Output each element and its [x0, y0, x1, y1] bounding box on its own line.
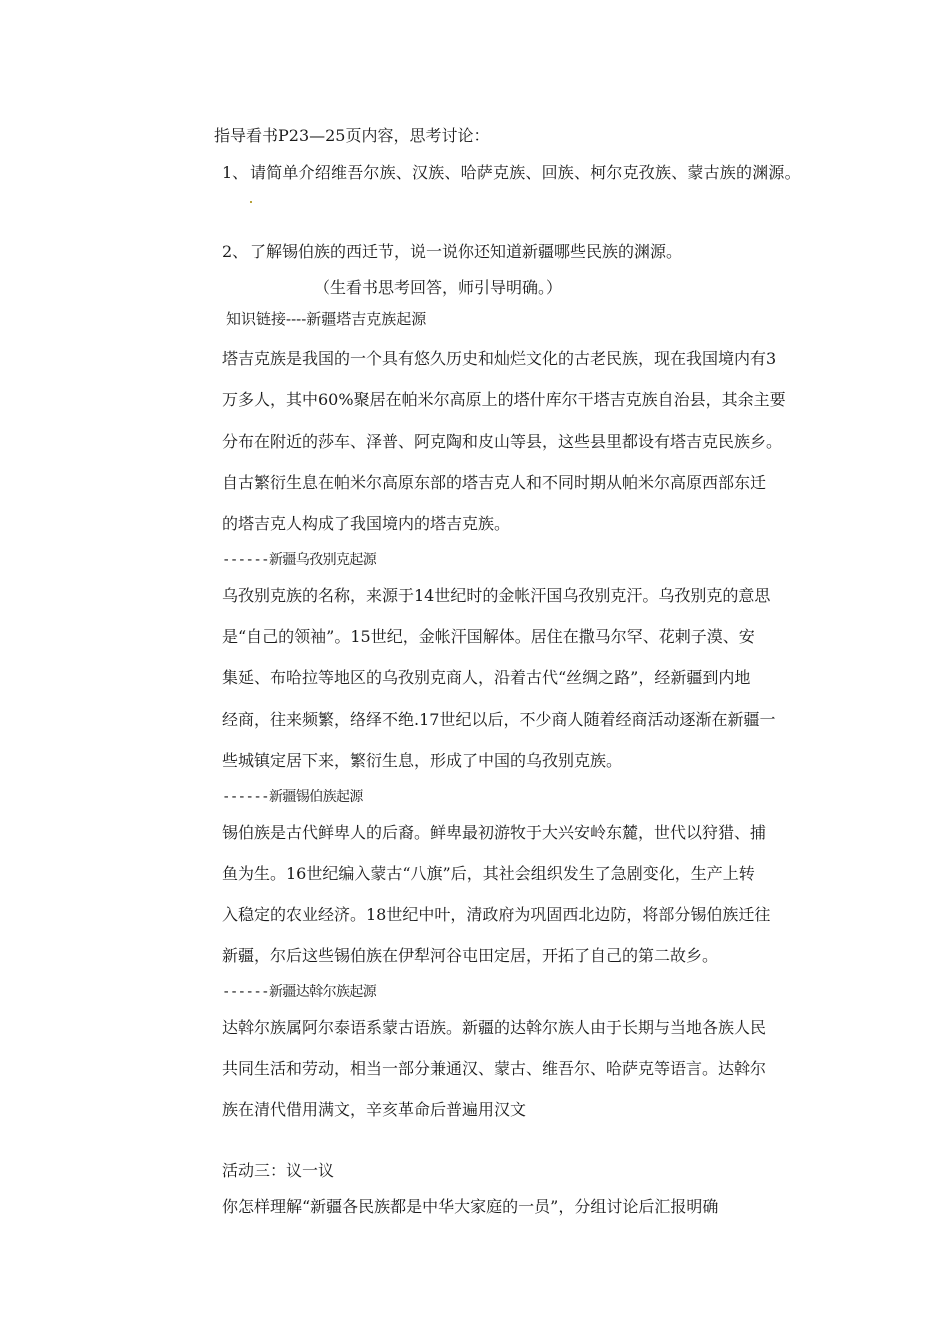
question-1-text: 请简单介绍维吾尔族、汉族、哈萨克族、回族、柯尔克孜族、蒙古族的渊源。 — [250, 163, 801, 182]
daur-line: 族在清代借用满文，辛亥革命后普遍用汉文 — [222, 1100, 527, 1119]
uzbek-line: 乌孜别克族的名称，来源于14世纪时的金帐汗国乌孜别克汗。乌孜别克的意思 — [222, 586, 771, 605]
tajik-line: 自古繁衍生息在帕米尔高原东部的塔吉克人和不同时期从帕米尔高原西部东迁 — [222, 473, 767, 492]
uzbek-line: 是“自己的领袖”。15世纪，金帐汗国解体。居住在撒马尔罕、花剌子漠、安 — [222, 627, 755, 646]
xibe-line: 锡伯族是古代鲜卑人的后裔。鲜卑最初游牧于大兴安岭东麓，世代以狩猎、捕 — [222, 823, 767, 842]
xibe-line: 新疆，尔后这些锡伯族在伊犁河谷屯田定居，开拓了自己的第二故乡。 — [222, 946, 719, 965]
intro-line: 指导看书P23—25页内容，思考讨论： — [214, 126, 490, 145]
uzbek-line: 经商，往来频繁，络绎不绝.17世纪以后，不少商人随着经商活动逐渐在新疆一 — [222, 710, 776, 729]
question-2-number: 2、 — [222, 242, 249, 261]
uzbek-heading: ------新疆乌孜别克起源 — [222, 552, 377, 568]
tajik-line: 分布在附近的莎车、泽普、阿克陶和皮山等县，这些县里都设有塔吉克民族乡。 — [222, 432, 783, 451]
activity-title: 活动三：议一议 — [222, 1161, 335, 1180]
question-2-text: 了解锡伯族的西迁节，说一说你还知道新疆哪些民族的渊源。 — [250, 242, 683, 261]
uzbek-line: 些城镇定居下来，繁衍生息，形成了中国的乌孜别克族。 — [222, 751, 623, 770]
daur-line: 达斡尔族属阿尔泰语系蒙古语族。新疆的达斡尔族人由于长期与当地各族人民 — [222, 1018, 767, 1037]
tajik-line: 塔吉克族是我国的一个具有悠久历史和灿烂文化的古老民族，现在我国境内有3 — [222, 349, 777, 368]
speck-mark — [250, 201, 252, 203]
tajik-line: 的塔吉克人构成了我国境内的塔吉克族。 — [222, 514, 511, 533]
tajik-heading: 知识链接----新疆塔吉克族起源 — [226, 310, 427, 328]
daur-heading: ------新疆达斡尔族起源 — [222, 984, 377, 1000]
teacher-note: （生看书思考回答，师引导明确。） — [314, 278, 563, 297]
xibe-line: 入稳定的农业经济。18世纪中叶，清政府为巩固西北边防，将部分锡伯族迁往 — [222, 905, 771, 924]
question-1-number: 1、 — [222, 163, 249, 182]
xibe-line: 鱼为生。16世纪编入蒙古“八旗”后，其社会组织发生了急剧变化，生产上转 — [222, 864, 755, 883]
tajik-line: 万多人，其中60%聚居在帕米尔高原上的塔什库尔干塔吉克族自治县，其余主要 — [222, 390, 786, 409]
activity-prompt: 你怎样理解“新疆各民族都是中华大家庭的一员”，分组讨论后汇报明确 — [222, 1197, 719, 1216]
uzbek-line: 集延、布哈拉等地区的乌孜别克商人，沿着古代“丝绸之路”，经新疆到内地 — [222, 668, 751, 687]
daur-line: 共同生活和劳动，相当一部分兼通汉、蒙古、维吾尔、哈萨克等语言。达斡尔 — [222, 1059, 767, 1078]
xibe-heading: ------新疆锡伯族起源 — [222, 789, 363, 805]
